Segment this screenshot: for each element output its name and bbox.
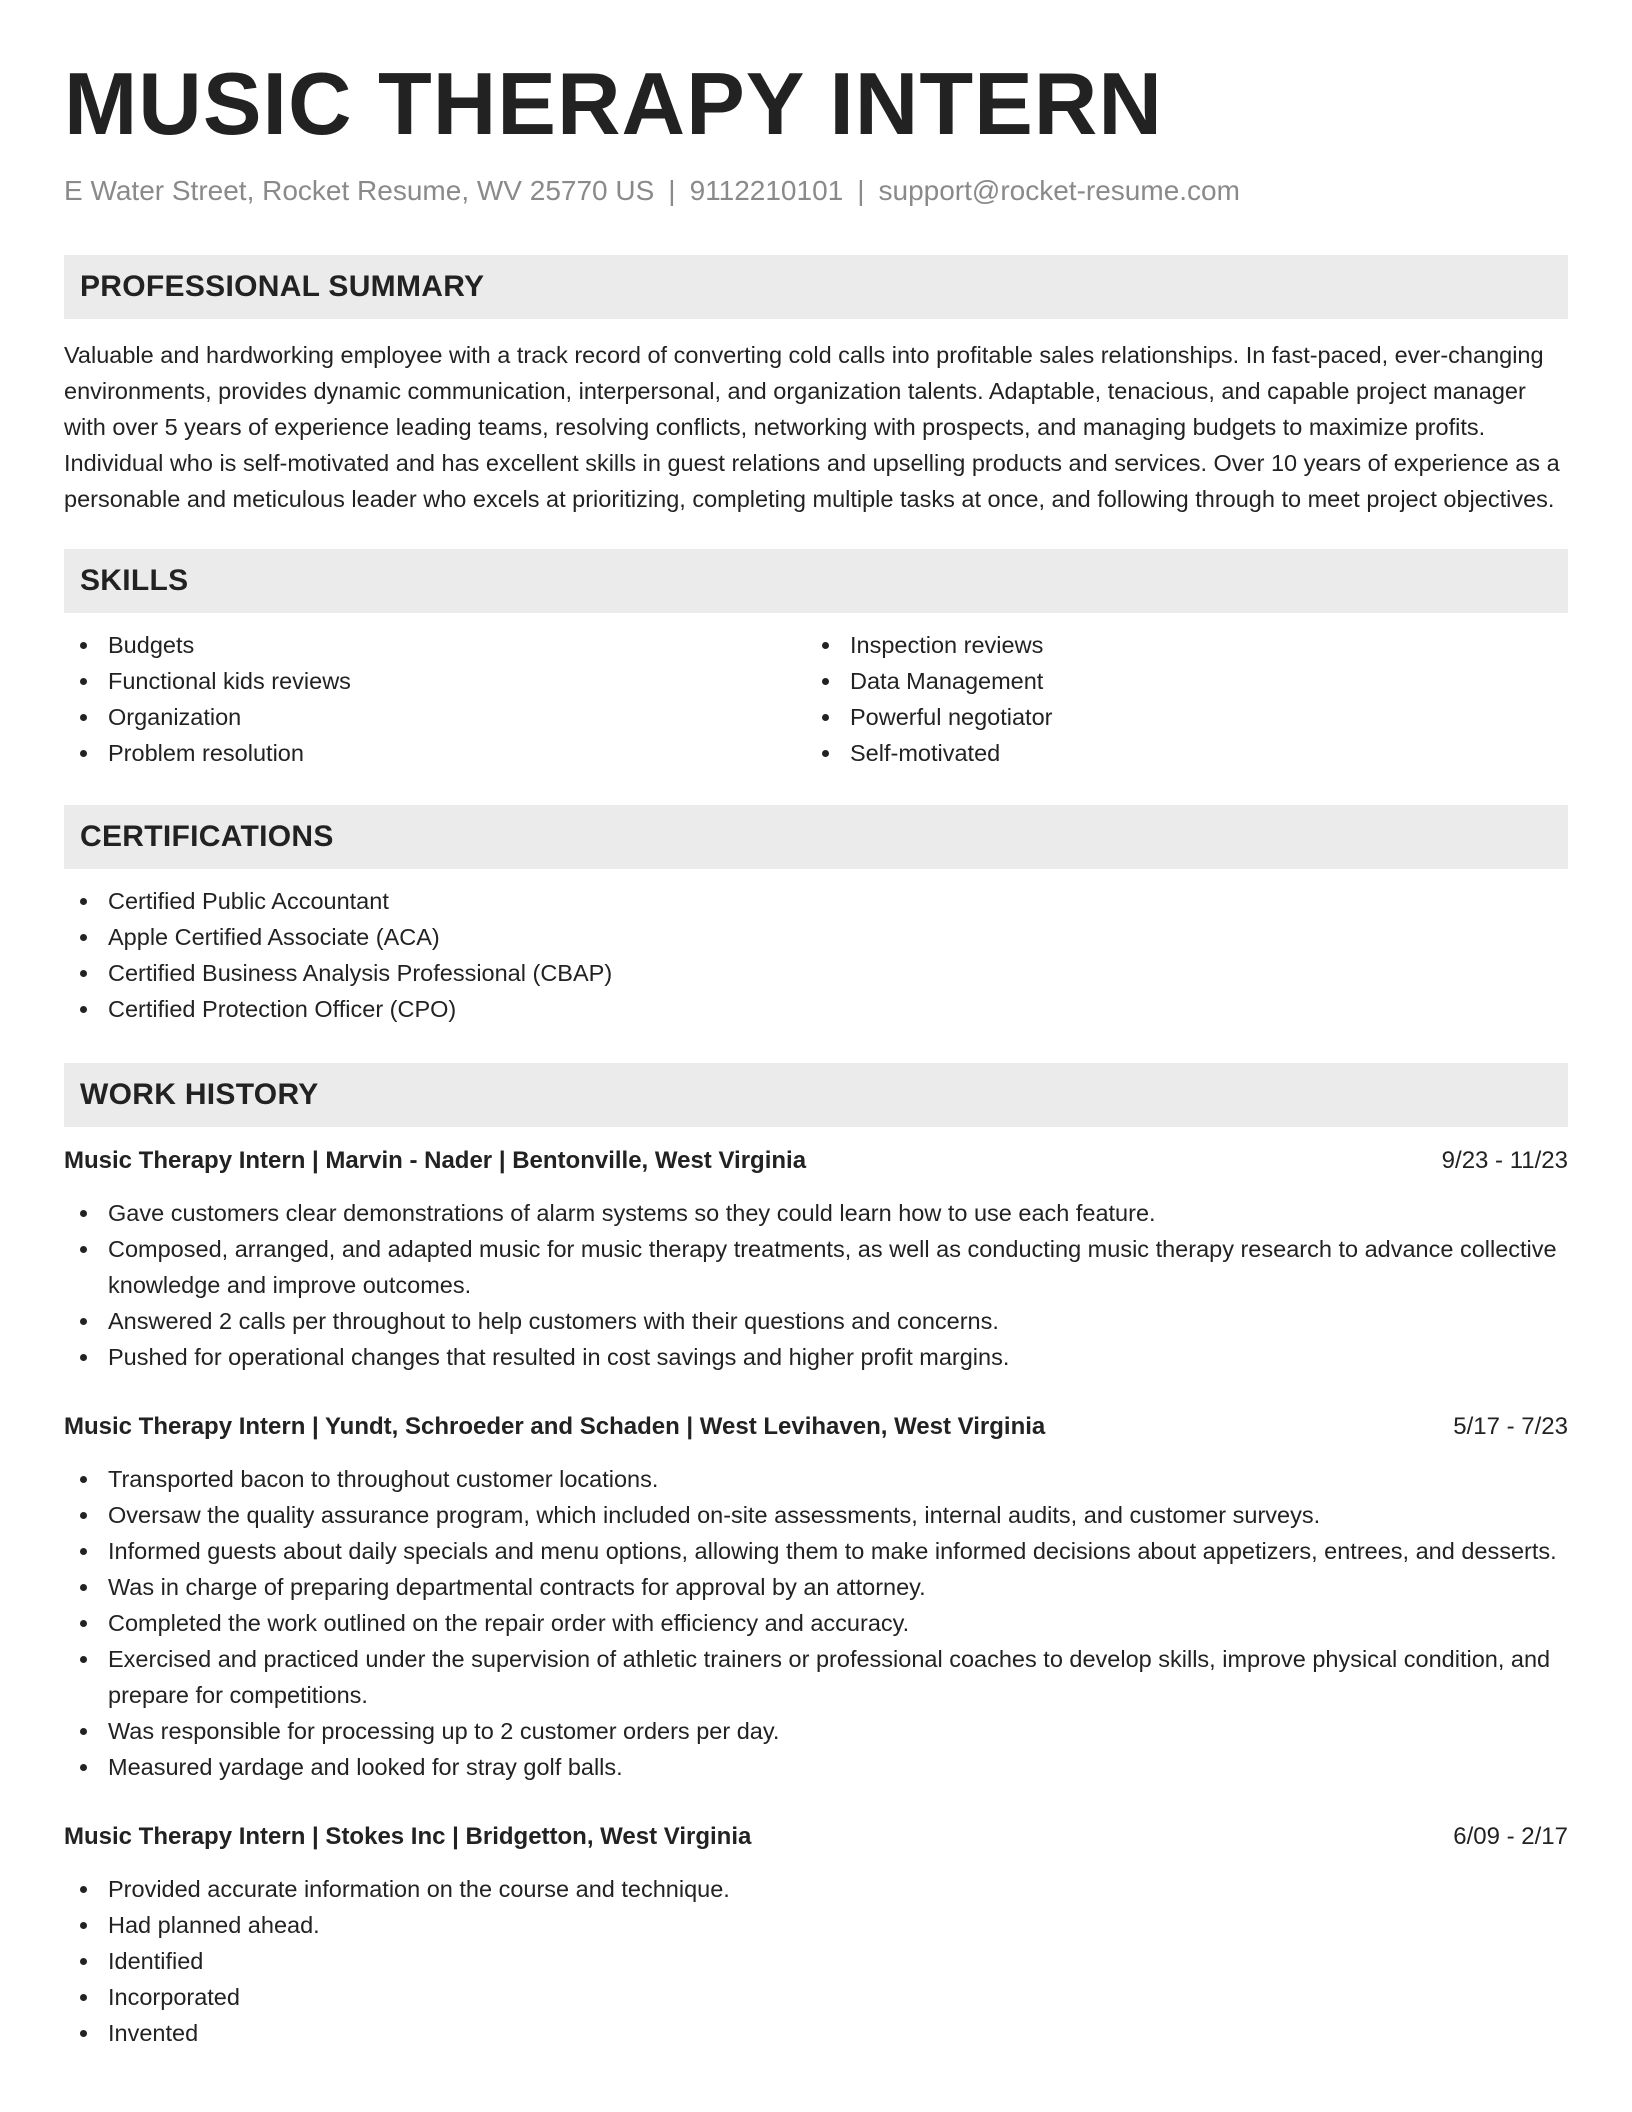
job-entry [64,1409,1568,1785]
skill-item: Data Management [806,663,1548,699]
skill-item: Self-motivated [806,735,1548,771]
job-duty: Gave customers clear demonstrations of alarm systems so they could learn how to use each feature. [64,1195,1568,1231]
job-duty: Was in charge of preparing departmental contracts for approval by an attorney. [64,1569,1568,1605]
section-header-skills: SKILLS [64,549,1568,613]
summary-text: Valuable and hardworking employee with a track record of converting cold calls into profitable sales relationships. In fast-paced, ever-changing environments, provides dynamic communication, interpersonal, and organization talents. Adaptable, tenacious, and capable project manager with over 5 years of experience leading teams, resolving conflicts, networking with prospects, and managing budgets to maximize profits. Individual who is self-motivated and has excellent skills in guest relations and upselling products and services. Over 10 years of experience as a personable and meticulous leader who excels at prioritizing, completing multiple tasks at once, and following through to meet project objectives. [64,342,1560,512]
certification-item: Certified Public Accountant [64,883,1568,919]
skill-item: Budgets [64,627,806,663]
section-header-work-history: WORK HISTORY [64,1063,1568,1127]
contact-email[interactable]: support@rocket-resume.com [878,175,1240,206]
job-duty: Transported bacon to throughout customer locations. [64,1461,1568,1497]
job-duty: Completed the work outlined on the repair order with efficiency and accuracy. [64,1605,1568,1641]
job-title: Music Therapy Intern | Yundt, Schroeder and Schaden | West Levihaven, West Virginia [64,1413,1046,1440]
job-duties-list [64,1461,1568,1785]
contact-address: E Water Street, Rocket Resume, WV 25770 US [64,175,655,206]
skill-item: Problem resolution [64,735,806,771]
skills-column-right [806,627,1548,771]
job-duty: Incorporated [64,1979,1568,2015]
job-duty: Composed, arranged, and adapted music for music therapy treatments, as well as conducting music therapy research to advance collective knowledge and improve outcomes. [64,1231,1568,1303]
job-duty: Had planned ahead. [64,1907,1568,1943]
job-duty: Identified [64,1943,1568,1979]
job-header [64,1143,1568,1179]
skill-item: Organization [64,699,806,735]
job-header [64,1819,1568,1855]
contact-phone: 9112210101 [689,175,844,206]
job-duty: Exercised and practiced under the supervision of athletic trainers or professional coaches to develop skills, improve physical condition, and prepare for competitions. [64,1641,1568,1713]
skill-item: Functional kids reviews [64,663,806,699]
certification-item: Certified Protection Officer (CPO) [64,991,1568,1027]
job-duties-list [64,1195,1568,1375]
skill-item: Inspection reviews [806,627,1548,663]
contact-separator: | [857,175,865,206]
contact-line [64,174,1568,208]
skill-item: Powerful negotiator [806,699,1548,735]
certifications-list [64,883,1568,1027]
contact-separator: | [668,175,676,206]
section-header-summary: PROFESSIONAL SUMMARY [64,255,1568,319]
job-duty: Was responsible for processing up to 2 customer orders per day. [64,1713,1568,1749]
job-dates: 5/17 - 7/23 [1453,1413,1568,1440]
candidate-name: MUSIC THERAPY INTERN [64,54,1163,153]
job-duty: Provided accurate information on the course and technique. [64,1871,1568,1907]
job-title: Music Therapy Intern | Marvin - Nader | Bentonville, West Virginia [64,1147,807,1174]
job-duty: Informed guests about daily specials and menu options, allowing them to make informed decisions about appetizers, entrees, and desserts. [64,1533,1568,1569]
skills-column-left [64,627,806,771]
job-duty: Pushed for operational changes that resulted in cost savings and higher profit margins. [64,1339,1568,1375]
job-header [64,1409,1568,1445]
job-duty: Answered 2 calls per throughout to help customers with their questions and concerns. [64,1303,1568,1339]
job-entry [64,1143,1568,1375]
job-duty: Oversaw the quality assurance program, which included on-site assessments, internal audits, and customer surveys. [64,1497,1568,1533]
job-title: Music Therapy Intern | Stokes Inc | Bridgetton, West Virginia [64,1823,752,1850]
job-duties-list [64,1871,1568,2051]
job-dates: 6/09 - 2/17 [1453,1823,1568,1850]
job-duty: Measured yardage and looked for stray golf balls. [64,1749,1568,1785]
job-dates: 9/23 - 11/23 [1441,1147,1568,1174]
resume-page [64,0,1568,2051]
job-entry [64,1819,1568,2051]
skills-list [64,627,1568,771]
certification-item: Certified Business Analysis Professional (CBAP) [64,955,1568,991]
certification-item: Apple Certified Associate (ACA) [64,919,1568,955]
job-duty: Invented [64,2015,1568,2051]
section-header-certifications: CERTIFICATIONS [64,805,1568,869]
